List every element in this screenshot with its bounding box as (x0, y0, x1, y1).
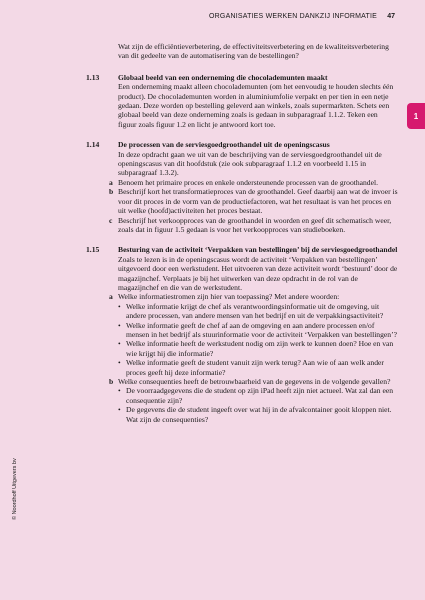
exercise-1-15 (86, 245, 398, 424)
page-number: 47 (387, 13, 395, 20)
intro-question: Wat zijn de efficiëntieverbetering, de effectiviteitsverbetering en de kwaliteitsverbetering van dit gedeelte van de automatisering van de bestellingen? (118, 42, 389, 61)
bullet-item: • De voorraadgegevens die de student op zijn iPad heeft zijn niet actueel. Wat zal dan een consequentie zijn? (118, 386, 398, 405)
sub-question-text: Welke consequenties heeft de betrouwbaarheid van de gegevens in de volgende gevallen? (118, 377, 391, 386)
copyright-notice: © Noordhoff Uitgevers bv (12, 458, 18, 520)
sub-question-text: Beschrijf het verkoopproces van de groothandel in woorden en geef dit schematisch weer, zoals dat in figuur 1.5 gedaan is voor het verkoopproces van studieboeken. (118, 215, 392, 234)
sub-question-a (109, 292, 398, 377)
exercise-title: Besturing van de activiteit ‘Verpakken van bestellingen’ bij de serviesgoedgroothandel (118, 245, 398, 255)
sub-question-letter: a (109, 292, 113, 302)
exercise-1-14 (86, 140, 398, 234)
sub-question-b (109, 377, 398, 424)
sub-question-text: Benoem het primaire proces en enkele ondersteunende processen van de groothandel. (118, 177, 378, 187)
chapter-tab: 1 (407, 103, 425, 129)
exercise-body (118, 73, 398, 129)
bullet-item: • Welke informatie heeft de werkstudent nodig om zijn werk te kunnen doen? Hoe en van wie krijgt hij die informatie? (118, 339, 398, 358)
bullet-item: • De gegevens die de student ingeeft over wat hij in de afvalcontainer gooit kloppen niet. Wat zijn de consequenties? (118, 405, 398, 424)
exercise-text: In deze opdracht gaan we uit van de beschrijving van de serviesgoedgroothandel uit de openingscasus van dit hoofdstuk (zie ook subparagraaf 1.1.2 en voorbeeld 1.15 in subparagraaf 1.3.2). (118, 149, 382, 178)
exercise-body (118, 245, 398, 292)
exercise-body (118, 140, 398, 178)
bullet-item: • Welke informatie geeft de chef af aan de omgeving en aan andere processen en/of mensen in het bedrijf als stuurinformatie voor de activiteit ‘Verpakken van bestellingen’? (118, 321, 398, 340)
sub-question-b (109, 187, 398, 216)
sub-question-letter: a (109, 177, 113, 187)
sub-question-letter: b (109, 187, 114, 197)
exercise-number: 1.15 (86, 245, 100, 255)
page-content (86, 42, 398, 435)
exercise-title: De processen van de serviesgoedgroothandel uit de openingscasus (118, 140, 330, 150)
sub-question-a (109, 177, 398, 187)
header-title: ORGANISATIES WERKEN DANKZIJ INFORMATIE (209, 13, 377, 20)
exercise-title: Globaal beeld van een onderneming die chocolademunten maakt (118, 72, 328, 82)
sub-question-c (109, 215, 398, 235)
bullet-item: • Welke informatie geeft de student vanuit zijn werk terug? Aan wie of aan welk ander proces geeft hij deze informatie? (118, 358, 398, 377)
exercise-text: Een onderneming maakt alleen chocolademunten (om het eenvoudig te houden slechts één product). De chocolademunten worden in aluminiumfolie verpakt en per tien in een netje gedaan. Deze worden op bestelling geleverd aan winkels, zoals supermarkten. Schets een globaal beeld van deze onderneming zoals is gedaan in subparagraaf 1.1.2. Teken een figuur zoals figuur 1.2 en licht je antwoord kort toe. (118, 82, 394, 129)
sub-question-letter: b (109, 377, 114, 386)
sub-question-letter: c (109, 215, 113, 225)
exercise-number: 1.13 (86, 72, 100, 82)
bullet-list (118, 386, 398, 424)
bullet-list (118, 302, 398, 377)
exercise-text: Zoals te lezen is in de openingscasus wordt de activiteit ‘Verpakken van bestellingen’ uitgevoerd door een werkstudent. Het uitvoeren van deze activiteit wordt ‘bestuurd’ door de magazijnchef. Verplaats je bij het uitwerken van deze opdracht in de rol van de magazijnchef en die van de werkstudent. (118, 254, 398, 292)
bullet-item: • Welke informatie krijgt de chef als verantwoordingsinformatie uit de omgeving, uit andere processen, van andere mensen van het bedrijf en uit de verpakkingsactiviteit? (118, 302, 398, 321)
running-header (0, 13, 425, 27)
sub-question-text: Welke informatiestromen zijn hier van toepassing? Met andere woorden: (118, 292, 340, 302)
exercise-number: 1.14 (86, 140, 100, 150)
sub-question-text: Beschrijf kort het transformatieproces van de groothandel. Geef daarbij aan wat de invoer is voor dit proces in de vorm van de productiefactoren, wat het resultaat is van het proces en uit welke (hoofd)activiteiten het proces bestaat. (118, 187, 398, 216)
exercise-1-13 (86, 73, 398, 129)
